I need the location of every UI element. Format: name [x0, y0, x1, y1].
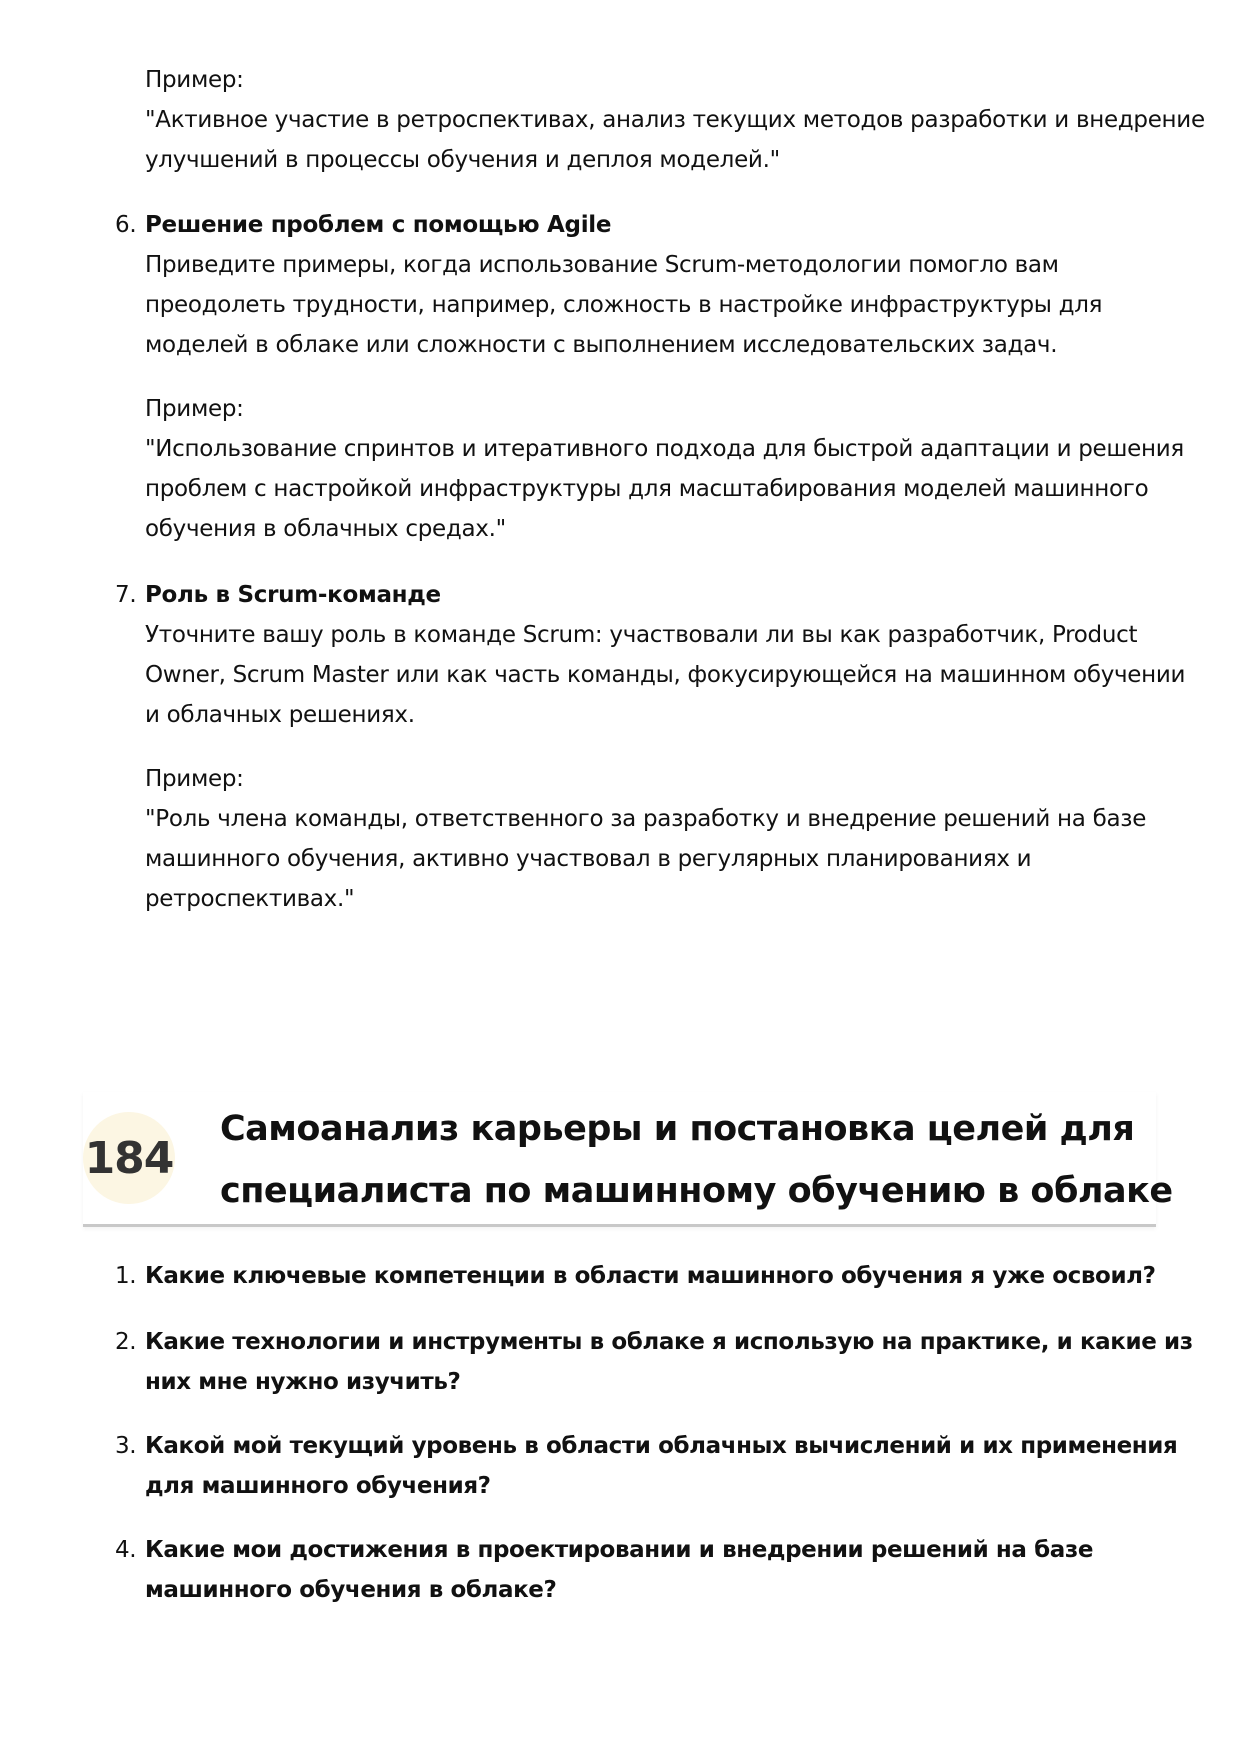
example-line: проблем с настройкой инфраструктуры для масштабирования моделей машинного: [145, 476, 1149, 502]
section-title: [220, 1098, 1173, 1222]
question-item-3: [115, 1426, 1178, 1506]
item-desc-line: и облачных решениях.: [145, 702, 415, 728]
example-label: Пример:: [145, 67, 244, 93]
example-line: ретроспективах.": [145, 886, 355, 912]
list-number: 1.: [115, 1263, 137, 1289]
item-desc-line: моделей в облаке или сложности с выполнением исследовательских задач.: [145, 332, 1058, 358]
question-item-1: [115, 1256, 1165, 1296]
item7-example: [145, 759, 1165, 919]
item-title: Роль в Scrum-команде: [145, 582, 441, 608]
question-line: машинного обучения в облаке?: [145, 1577, 557, 1603]
example-line: "Использование спринтов и итеративного подхода для быстрой адаптации и решения: [145, 436, 1184, 462]
question-line: для машинного обучения?: [145, 1473, 491, 1499]
list-number: 7.: [115, 582, 137, 608]
item6-example: [145, 389, 1184, 549]
example-line: "Роль члена команды, ответственного за разработку и внедрение решений на базе: [145, 806, 1147, 832]
question-line: Какие ключевые компетенции в области машинного обучения я уже освоил?: [145, 1263, 1156, 1289]
list-item-7: [115, 575, 1186, 735]
question-item-4: [115, 1530, 1165, 1610]
section-number-badge: 184: [83, 1112, 175, 1204]
section-header: [83, 1092, 1173, 1227]
question-line: Какие технологии и инструменты в облаке я использую на практике, и какие из: [145, 1329, 1193, 1355]
question-line: Какие мои достижения в проектировании и внедрении решений на базе: [145, 1537, 1094, 1563]
example-line: машинного обучения, активно участвовал в регулярных планированиях и: [145, 846, 1032, 872]
list-item-6: [115, 205, 1165, 365]
list-number: 6.: [115, 212, 137, 238]
item-desc-line: преодолеть трудности, например, сложность в настройке инфраструктуры для: [145, 292, 1103, 318]
example-line: улучшений в процессы обучения и деплоя моделей.": [145, 147, 780, 173]
item-desc-line: Приведите примеры, когда использование Scrum-методологии помогло вам: [145, 252, 1059, 278]
question-line: Какой мой текущий уровень в области облачных вычислений и их применения: [145, 1433, 1178, 1459]
example-line: "Активное участие в ретроспективах, анализ текущих методов разработки и внедрение: [145, 107, 1205, 133]
item5-example: [145, 60, 1205, 180]
list-number: 2.: [115, 1329, 137, 1355]
question-item-2: [115, 1322, 1193, 1402]
section-title-line: специалиста по машинному обучению в облаке: [220, 1171, 1173, 1211]
item-desc-line: Уточните вашу роль в команде Scrum: участвовали ли вы как разработчик, Product: [145, 622, 1138, 648]
example-label: Пример:: [145, 396, 244, 422]
list-number: 3.: [115, 1433, 137, 1459]
section-title-line: Самоанализ карьеры и постановка целей для: [220, 1109, 1135, 1149]
example-line: обучения в облачных средах.": [145, 516, 506, 542]
item-desc-line: Owner, Scrum Master или как часть команды, фокусирующейся на машинном обучении: [145, 662, 1186, 688]
example-label: Пример:: [145, 766, 244, 792]
question-line: них мне нужно изучить?: [145, 1369, 461, 1395]
list-number: 4.: [115, 1537, 137, 1563]
item-title: Решение проблем с помощью Agile: [145, 212, 612, 238]
